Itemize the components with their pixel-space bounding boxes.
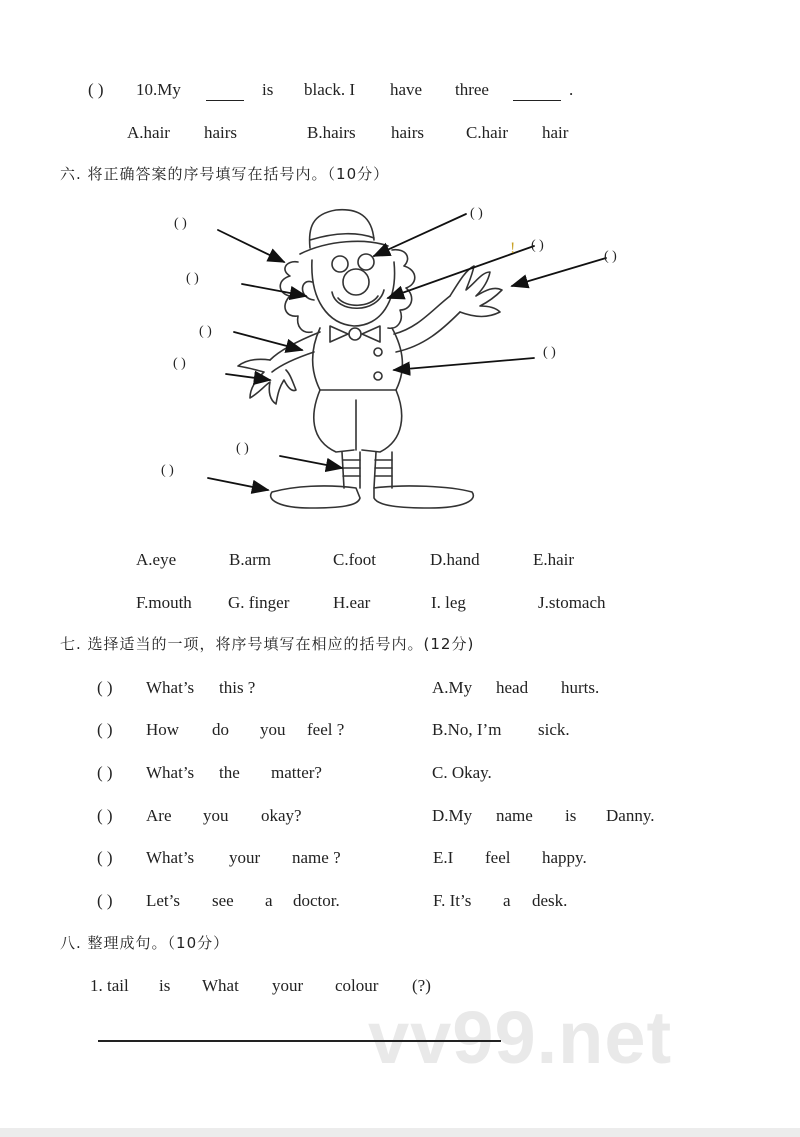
question-word: see <box>212 891 234 910</box>
q10-option: hair <box>542 123 569 142</box>
pencil-mark: ! <box>510 240 516 257</box>
answer-paren: ( ) <box>97 891 113 910</box>
answer-word: hurts. <box>561 678 600 697</box>
question-word: the <box>219 763 240 782</box>
label-bracket: ( ) <box>604 249 617 264</box>
q10-label: 10.My <box>136 80 181 99</box>
q10-option: hairs <box>204 123 238 142</box>
q10-word: black. I <box>304 80 355 99</box>
question-word: Let’s <box>146 891 180 910</box>
answer-word: feel <box>485 848 511 867</box>
question-word: do <box>212 720 229 739</box>
part-option: B.arm <box>229 550 272 569</box>
answer-paren: ( ) <box>97 678 113 697</box>
answer-word: Danny. <box>606 806 655 825</box>
section6-heading: 六. 将正确答案的序号填写在括号内。（10分） <box>60 165 390 183</box>
label-bracket: ( ) <box>470 206 483 221</box>
question-word: matter? <box>271 763 322 782</box>
q10-word: have <box>390 80 423 99</box>
answer-word: is <box>565 806 577 825</box>
answer-word: A.My <box>432 678 473 697</box>
part-option: J.stomach <box>538 593 606 612</box>
part-option: I. leg <box>431 593 466 612</box>
clown-illustration <box>160 200 650 520</box>
label-bracket: ( ) <box>161 463 174 478</box>
answer-word: desk. <box>532 891 568 910</box>
part-option: C.foot <box>333 550 376 569</box>
question-word: you <box>203 806 229 825</box>
question-word: How <box>146 720 180 739</box>
part-option: D.hand <box>430 550 480 569</box>
part-option: E.hair <box>533 550 575 569</box>
question-word: doctor. <box>293 891 340 910</box>
scrambled-word: colour <box>335 976 379 995</box>
label-bracket: ( ) <box>186 271 199 286</box>
label-bracket: ( ) <box>174 216 187 231</box>
q10-option: C.hair <box>466 123 509 142</box>
answer-paren: ( ) <box>97 806 113 825</box>
question-word: you <box>260 720 286 739</box>
watermark: vv99.net <box>368 996 673 1079</box>
part-option: H.ear <box>333 593 371 612</box>
label-bracket: ( ) <box>543 345 556 360</box>
q10-option: B.hairs <box>307 123 356 142</box>
scrambled-word: 1. tail <box>90 976 129 995</box>
q10-option: A.hair <box>127 123 170 142</box>
question-word: your <box>229 848 261 867</box>
scrambled-word: is <box>159 976 171 995</box>
answer-word: D.My <box>432 806 473 825</box>
answer-word: happy. <box>542 848 587 867</box>
clown-figure <box>238 210 502 508</box>
answer-word: sick. <box>538 720 570 739</box>
scrambled-word: your <box>272 976 304 995</box>
answer-line <box>98 1040 501 1042</box>
answer-word: a <box>503 891 511 910</box>
answer-paren: ( ) <box>97 720 113 739</box>
q10-blank-1 <box>206 86 244 101</box>
answer-word: B.No, I’m <box>432 720 502 739</box>
question-word: this ? <box>219 678 256 697</box>
answer-paren: ( ) <box>97 763 113 782</box>
q10-blank-2 <box>513 86 561 101</box>
q10-answer-paren: ( ) <box>88 80 104 99</box>
answer-word: head <box>496 678 529 697</box>
answer-word: C. Okay. <box>432 763 492 782</box>
label-bracket: ( ) <box>236 441 249 456</box>
q10-end: . <box>569 80 574 99</box>
question-word: What’s <box>146 848 195 867</box>
label-bracket: ( ) <box>531 238 544 253</box>
scrambled-word: (?) <box>412 976 431 995</box>
question-word: Are <box>146 806 172 825</box>
question-word: a <box>265 891 273 910</box>
question-word: feel ? <box>307 720 345 739</box>
question-word: What’s <box>146 678 195 697</box>
part-option: A.eye <box>136 550 177 569</box>
q10-option: hairs <box>391 123 425 142</box>
question-word: okay? <box>261 806 302 825</box>
q10-word: is <box>262 80 274 99</box>
scrambled-word: What <box>202 976 239 995</box>
answer-word: name <box>496 806 533 825</box>
answer-word: F. It’s <box>433 891 472 910</box>
label-bracket: ( ) <box>199 324 212 339</box>
label-bracket: ( ) <box>173 356 186 371</box>
part-option: G. finger <box>228 593 290 612</box>
question-word: What’s <box>146 763 195 782</box>
answer-paren: ( ) <box>97 848 113 867</box>
part-option: F.mouth <box>136 593 192 612</box>
q10-word: three <box>455 80 489 99</box>
answer-word: E.I <box>433 848 454 867</box>
section7-heading: 七. 选择适当的一项，将序号填写在相应的括号内。(12分) <box>60 635 475 653</box>
section8-heading: 八. 整理成句。（10分） <box>60 934 230 952</box>
question-word: name ? <box>292 848 341 867</box>
